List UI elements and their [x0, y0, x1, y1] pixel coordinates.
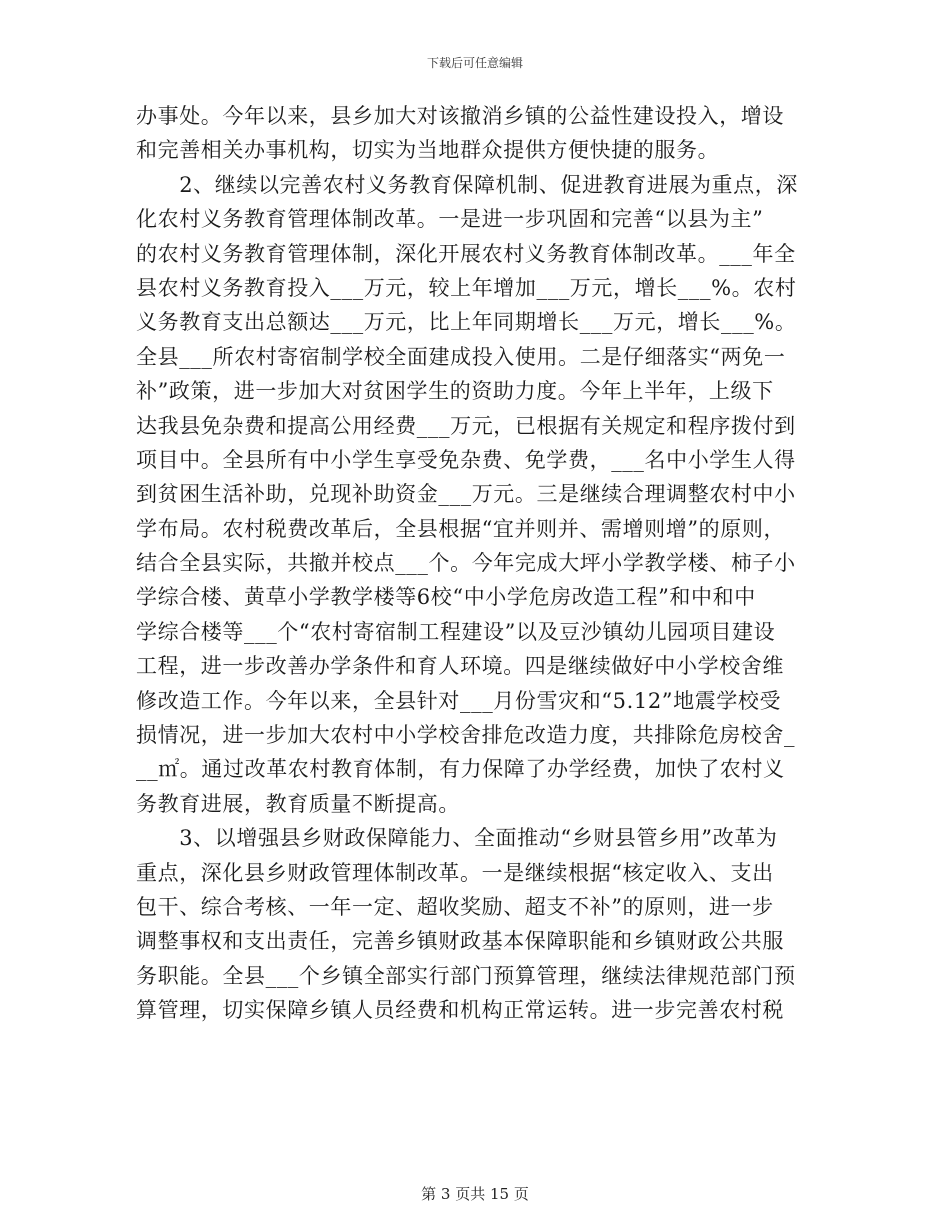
text-line: 办事处。今年以来，县乡加大对该撤消乡镇的公益性建设投入，增设 — [136, 104, 784, 128]
text-line: 学综合楼、黄草小学教学楼等6校“中小学危房改造工程”和中和中 — [136, 585, 756, 610]
text-line: 务职能。全县___个乡镇全部实行部门预算管理，继续法律规范部门预 — [136, 963, 796, 988]
text-line: 务教育进展，教育质量不断提高。 — [136, 791, 460, 816]
text-line: 全县___所农村寄宿制学校全面建成投入使用。二是仔细落实“两免一 — [136, 344, 786, 369]
text-line: 学布局。农村税费改革后，全县根据“宜并则并、需增则增”的原则， — [136, 516, 786, 541]
text-line: 学综合楼等___个“农村寄宿制工程建设”以及豆沙镇幼儿园项目建设 — [136, 619, 776, 644]
text-line: 和完善相关办事机构，切实为当地群众提供方便快捷的服务。 — [136, 138, 720, 163]
text-line: 县农村义务教育投入___万元，较上年增加___万元，增长___%。农村 — [136, 275, 797, 300]
text-line: 到贫困生活补助，兑现补助资金___万元。三是继续合理调整农村中小 — [136, 482, 796, 507]
text-line: 达我县免杂费和提高公用经费___万元，已根据有关规定和程序拨付到 — [136, 413, 796, 438]
text-line: 义务教育支出总额达___万元，比上年同期增长___万元，增长___%。 — [136, 310, 797, 335]
text-line: 项目中。全县所有中小学生享受免杂费、免学费，___名中小学生人得 — [136, 447, 796, 472]
text-line: __㎡。通过改革农村教育体制，有力保障了办学经费，加快了农村义 — [136, 757, 785, 782]
text-line: 结合全县实际，共撤并校点___个。今年完成大坪小学教学楼、柿子小 — [136, 551, 796, 576]
text-line: 修改造工作。今年以来，全县针对___月份雪灾和“5.12”地震学校受 — [136, 688, 782, 713]
text-line: 化农村义务教育管理体制改革。一是进一步巩固和完善“以县为主” — [136, 207, 764, 232]
text-line: 损情况，进一步加大农村中小学校舍排危改造力度，共排除危房校舍_ — [136, 723, 796, 748]
document-body — [136, 99, 818, 1028]
text-line: 工程，进一步改善办学条件和育人环境。四是继续做好中小学校舍维 — [136, 654, 784, 679]
text-line: 的农村义务教育管理体制，深化开展农村义务教育体制改革。___年全 — [136, 241, 796, 266]
text-line: 3、以增强县乡财政保障能力、全面推动“乡财县管乡用”改革为 — [136, 826, 778, 851]
page-header: 下载后可任意编辑 — [426, 56, 523, 70]
text-line: 算管理，切实保障乡镇人员经费和机构正常运转。进一步完善农村税 — [136, 998, 784, 1023]
text-line: 补”政策，进一步加大对贫困学生的资助力度。今年上半年，上级下 — [136, 379, 774, 404]
text-line: 调整事权和支出责任，完善乡镇财政基本保障职能和乡镇财政公共服 — [136, 929, 784, 954]
page-number: 第 3 页共 15 页 — [421, 1185, 529, 1203]
text-line: 重点，深化县乡财政管理体制改革。一是继续根据“核定收入、支出 — [136, 860, 774, 885]
text-line: 包干、综合考核、一年一定、超收奖励、超支不补”的原则，进一步 — [136, 894, 774, 919]
text-line: 2、继续以完善农村义务教育保障机制、促进教育进展为重点，深 — [136, 172, 798, 197]
